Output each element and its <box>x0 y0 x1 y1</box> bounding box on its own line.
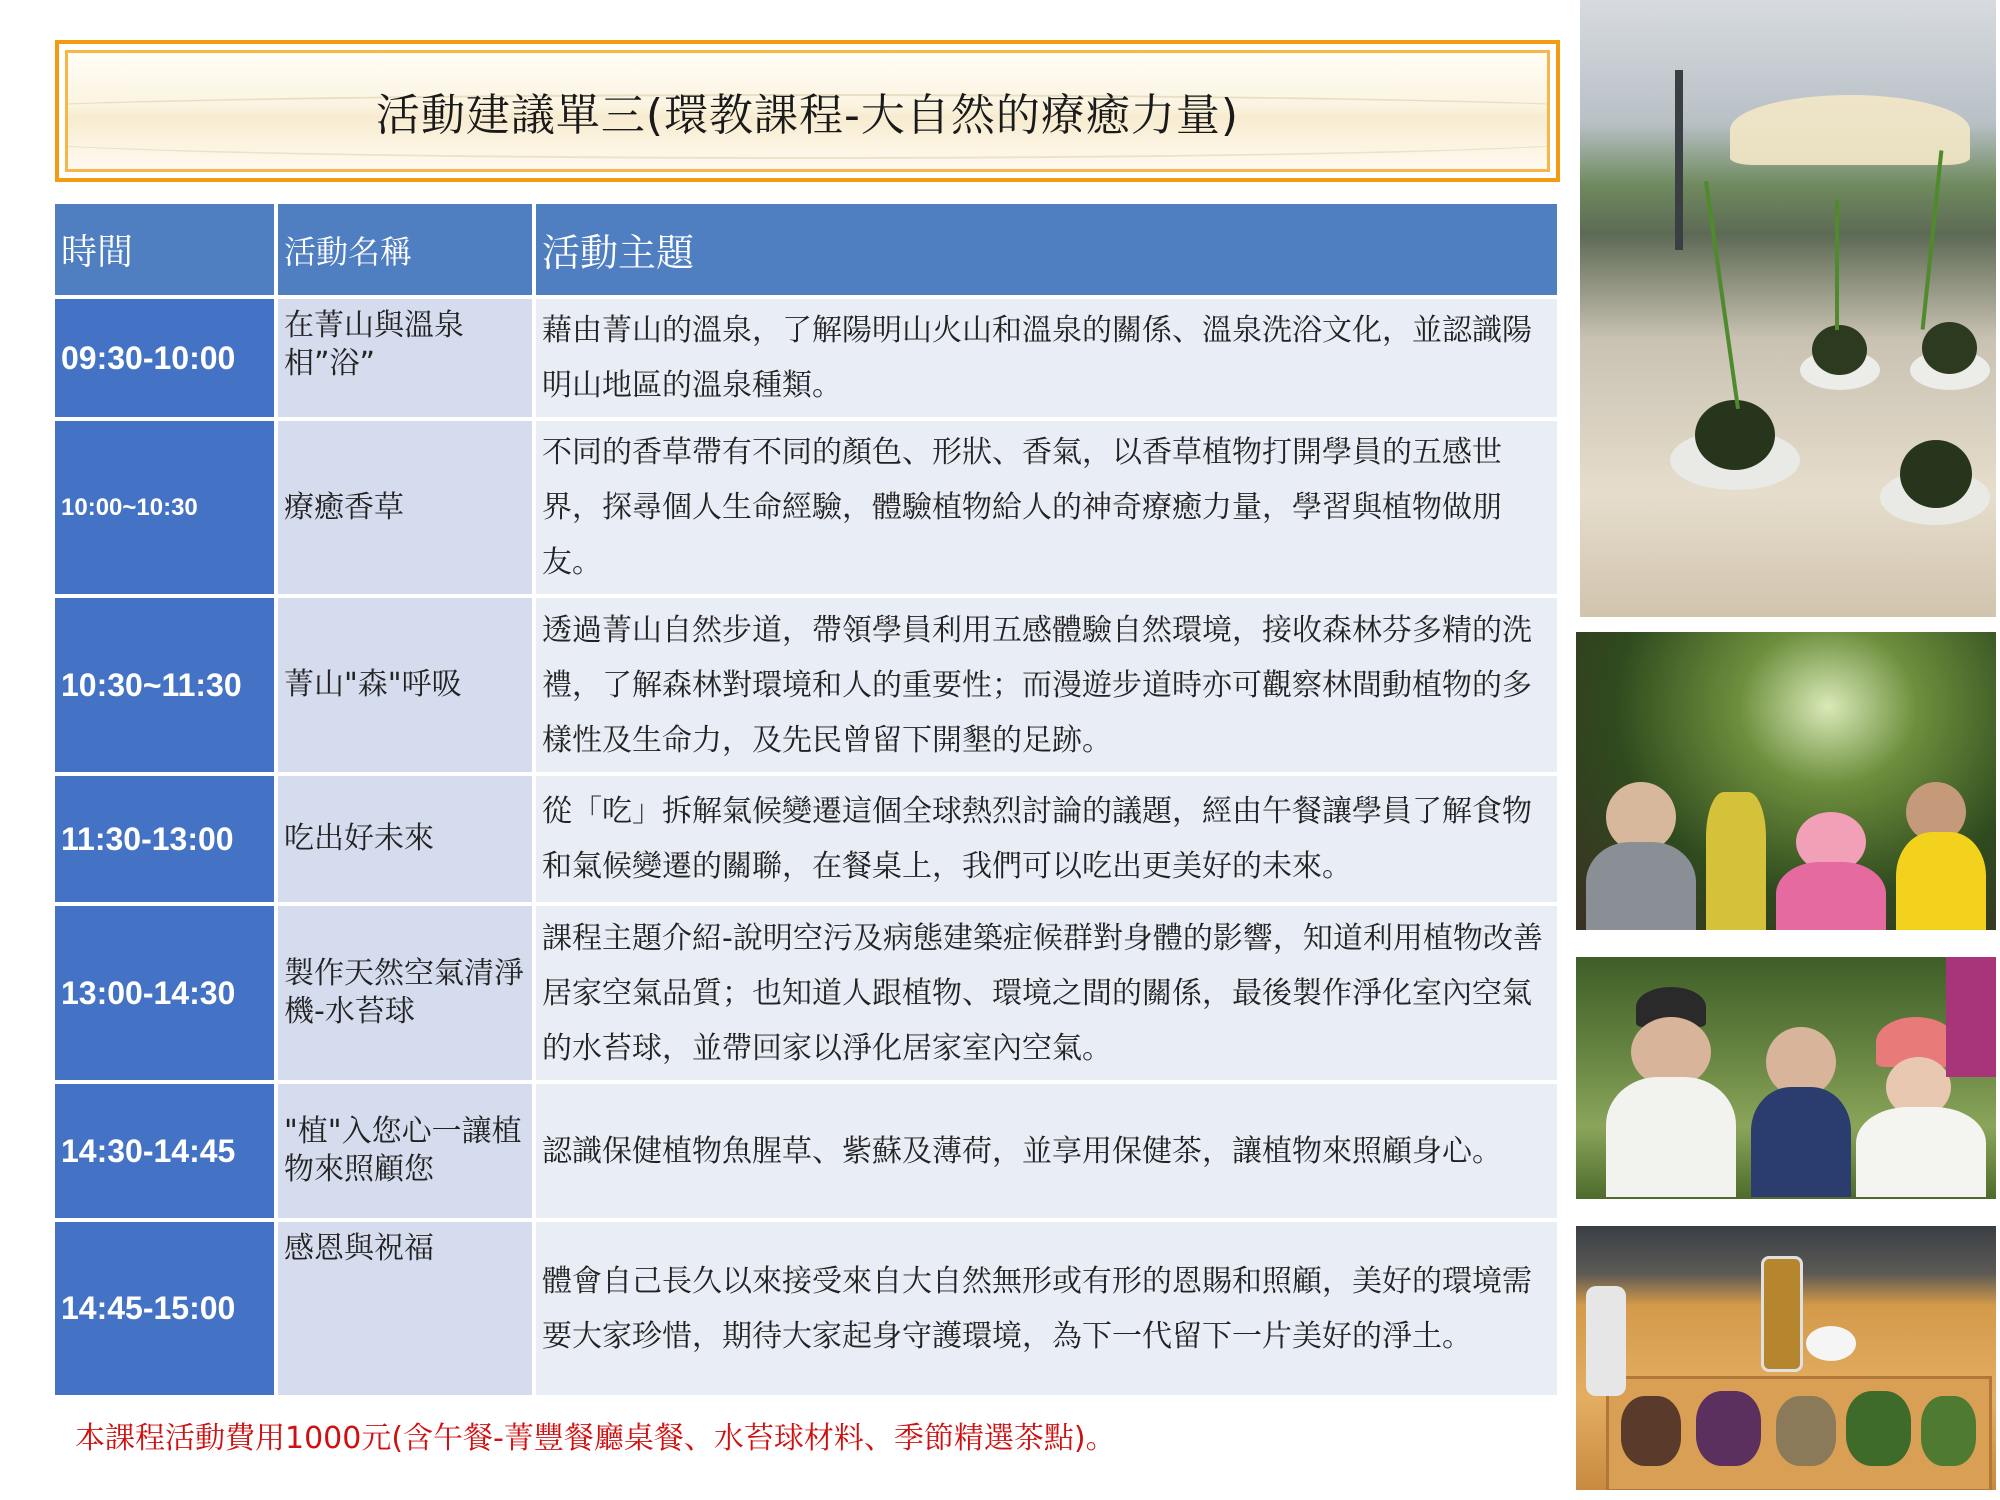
moss-ball-plants-photo <box>1580 0 1996 617</box>
header-theme: 活動主題 <box>536 204 1557 295</box>
row-description: 藉由菁山的溫泉，了解陽明山火山和溫泉的關係、溫泉洗浴文化，並認識陽明山地區的溫泉種類。 <box>536 299 1557 417</box>
schedule-table <box>51 200 1561 1399</box>
title-banner <box>55 40 1560 182</box>
table-row <box>55 1084 1557 1218</box>
row-description: 從「吃」拆解氣候變遷這個全球熱烈討論的議題，經由午餐讓學員了解食物和氣候變遷的關聯，在餐桌上，我們可以吃出更美好的未來。 <box>536 776 1557 902</box>
page-title: 活動建議單三(環教課程-大自然的療癒力量) <box>375 90 1240 141</box>
table-row <box>55 598 1557 772</box>
row-name: 感恩與祝福 <box>278 1222 532 1395</box>
row-description: 透過菁山自然步道，帶領學員利用五感體驗自然環境，接收森林芬多精的洗禮，了解森林對環境和人的重要性；而漫遊步道時亦可觀察林間動植物的多樣性及生命力，及先民曾留下開墾的足跡。 <box>536 598 1557 772</box>
row-time: 11:30-13:00 <box>55 776 274 902</box>
title-banner-inner <box>65 50 1550 172</box>
row-time: 13:00-14:30 <box>55 906 274 1080</box>
children-plants-photo <box>1576 957 1996 1199</box>
table-row <box>55 299 1557 417</box>
row-name: 菁山"森"呼吸 <box>278 598 532 772</box>
header-time: 時間 <box>55 204 274 295</box>
row-name: 製作天然空氣清淨機-水苔球 <box>278 906 532 1080</box>
row-description: 課程主題介紹-說明空污及病態建築症候群對身體的影響，知道利用植物改善居家空氣品質；也知道人跟植物、環境之間的關係，最後製作淨化室內空氣的水苔球，並帶回家以淨化居家室內空氣。 <box>536 906 1557 1080</box>
row-name: 吃出好未來 <box>278 776 532 902</box>
forest-walk-photo <box>1576 632 1996 930</box>
table-row <box>55 1222 1557 1395</box>
row-time: 14:30-14:45 <box>55 1084 274 1218</box>
row-description: 體會自己長久以來接受來自大自然無形或有形的恩賜和照顧，美好的環境需要大家珍惜，期待大家起身守護環境，為下一代留下一片美好的淨土。 <box>536 1222 1557 1395</box>
fee-note: 本課程活動費用1000元(含午餐-菁豐餐廳桌餐、水苔球材料、季節精選茶點)。 <box>75 1421 1116 1456</box>
row-time: 09:30-10:00 <box>55 299 274 417</box>
row-name: "植"入您心一讓植物來照顧您 <box>278 1084 532 1218</box>
row-description: 認識保健植物魚腥草、紫蘇及薄荷，並享用保健茶，讓植物來照顧身心。 <box>536 1084 1557 1218</box>
row-description: 不同的香草帶有不同的顏色、形狀、香氣，以香草植物打開學員的五感世界，探尋個人生命經驗，體驗植物給人的神奇療癒力量，學習與植物做朋友。 <box>536 421 1557 594</box>
table-header-row <box>55 204 1557 295</box>
table-row <box>55 776 1557 902</box>
herb-tea-table-photo <box>1576 1226 1996 1490</box>
table-row <box>55 906 1557 1080</box>
row-name: 療癒香草 <box>278 421 532 594</box>
row-name: 在菁山與溫泉相”浴” <box>278 299 532 417</box>
header-name: 活動名稱 <box>278 204 532 295</box>
table-row <box>55 421 1557 594</box>
row-time: 14:45-15:00 <box>55 1222 274 1395</box>
row-time: 10:30~11:30 <box>55 598 274 772</box>
row-time: 10:00~10:30 <box>55 421 274 594</box>
